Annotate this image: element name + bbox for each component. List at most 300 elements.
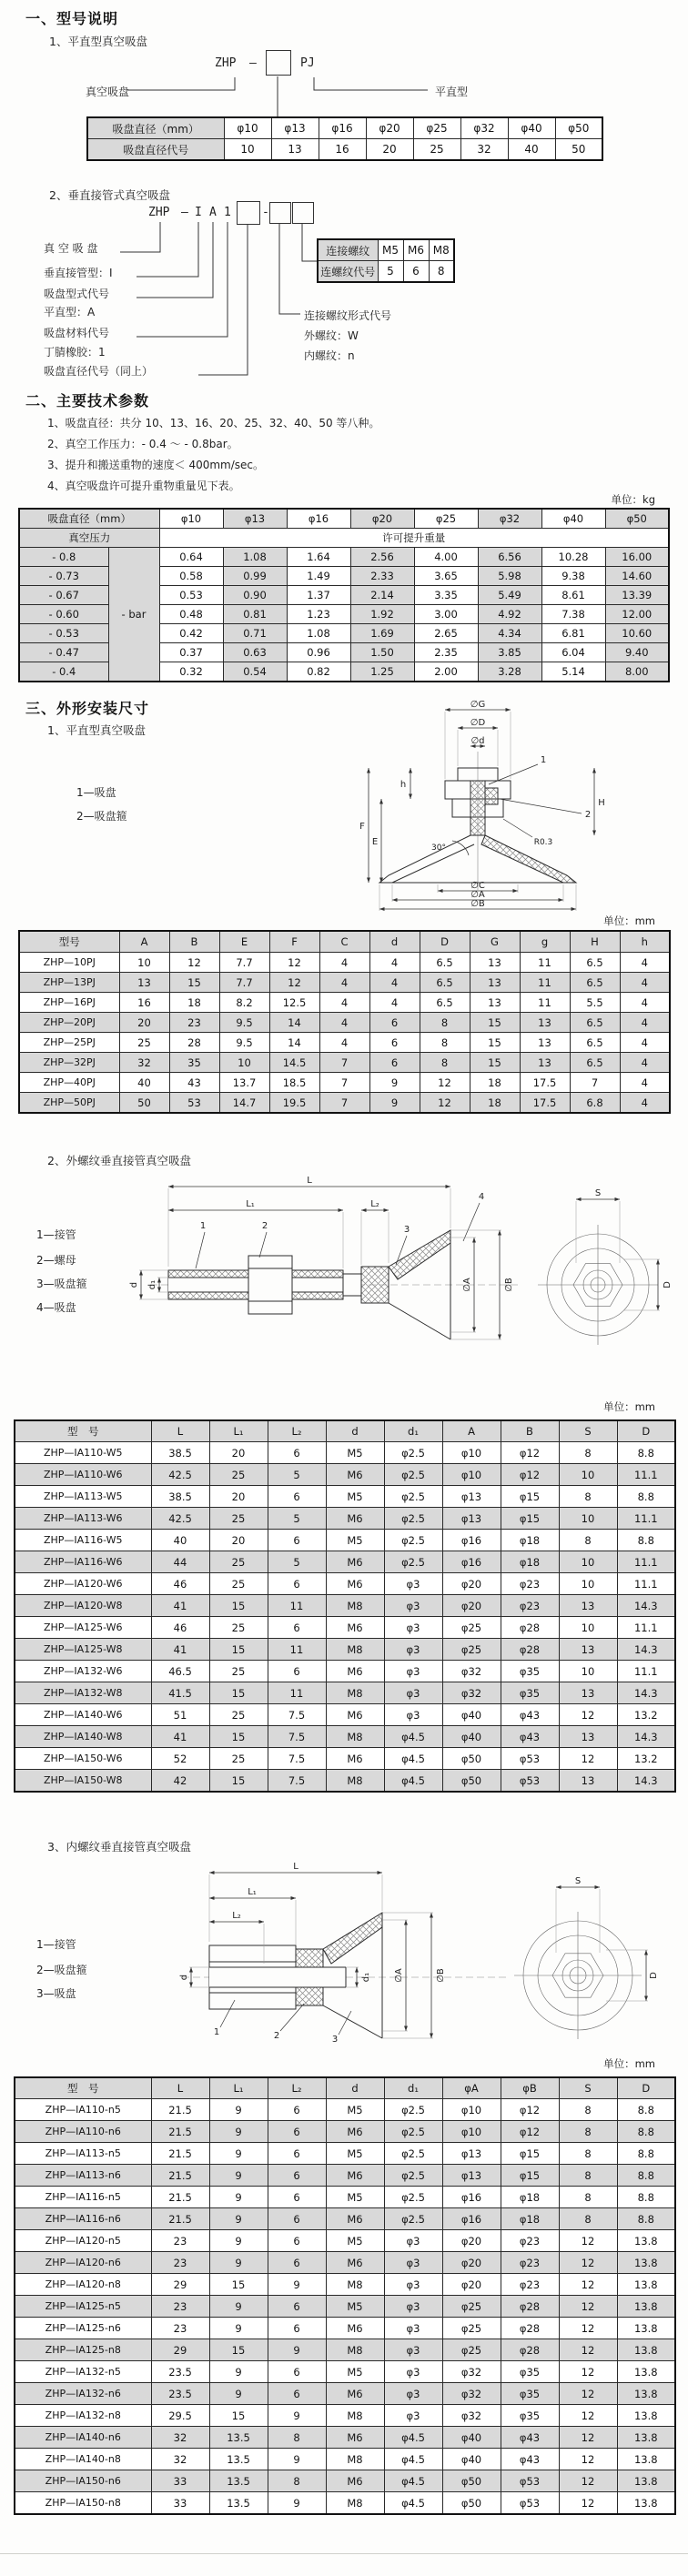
data-cell: φ43 [501,1726,559,1748]
dim-label-D: D [649,1972,659,1979]
dim-label-B: ∅B [470,899,485,909]
row-label-cell: ZHP—10PJ [19,953,119,973]
data-cell: φ23 [501,2274,559,2296]
header-cell: H [570,931,620,953]
data-cell: φ3 [384,2296,442,2318]
table-row [15,2470,675,2492]
data-cell: 3.28 [478,662,541,682]
row-label-cell: ZHP—IA120-W6 [15,1573,151,1595]
data-cell: φ3 [384,1704,442,1726]
row-label-cell: ZHP—IA120-W8 [15,1595,151,1617]
data-cell: 14.3 [617,1595,675,1617]
data-cell: 12 [559,2230,617,2252]
section1-sub2-label: 2、垂直接管式真空吸盘 [49,188,170,202]
data-cell: 11 [268,1639,326,1661]
data-cell: 6 [268,1661,326,1682]
data-cell: 9 [268,2449,326,2470]
data-cell: 12 [269,973,319,993]
data-cell: 40 [151,1530,209,1551]
data-cell: 1.49 [287,567,350,586]
data-cell: M8 [326,1639,384,1661]
data-cell: M8 [326,1726,384,1748]
data-cell: 12 [559,2296,617,2318]
data-cell: φ4.5 [384,2449,442,2470]
row-label-cell: 吸盘直径代号 [87,139,224,161]
data-cell: 25 [209,1508,268,1530]
row-label-cell: - 0.4 [19,662,108,682]
data-cell: 41 [151,1726,209,1748]
data-cell: 15 [209,1639,268,1661]
data-cell: 13 [520,1033,570,1053]
data-cell: φ35 [501,2405,559,2427]
code2-item-form-code: 吸盘型式代号 [44,288,110,300]
data-cell: 13.8 [617,2383,675,2405]
data-cell: 18 [169,993,219,1013]
section3-sub3-label: 3、内螺纹垂直接管真空吸盘 [47,1840,191,1854]
header-cell: d [326,2077,384,2099]
header-cell: A [119,931,169,953]
data-cell: 6 [268,2296,326,2318]
data-cell: φ35 [501,1682,559,1704]
data-cell: 13.8 [617,2449,675,2470]
data-cell: 13 [559,1639,617,1661]
data-cell: 10 [559,1508,617,1530]
flat-part-1: 1—吸盘 [76,786,116,799]
data-cell: 13.39 [605,586,669,605]
data-cell: 10.28 [541,548,605,567]
data-cell: 12 [269,953,319,973]
part-callout-1: 1 [213,2027,220,2037]
data-cell: 40 [508,139,555,161]
data-cell: 3.00 [414,605,478,624]
data-cell: M8 [326,1682,384,1704]
row-label-cell: ZHP—IA116-n5 [15,2187,151,2208]
data-cell: 44 [151,1551,209,1573]
row-label-cell: ZHP—IA116-W5 [15,1530,151,1551]
table-row [19,993,670,1013]
int-part-3: 3—吸盘 [36,1987,76,2000]
data-cell: 0.58 [159,567,223,586]
data-cell: M6 [326,1704,384,1726]
row-label-cell: ZHP—25PJ [19,1033,119,1053]
table-row [15,2492,675,2515]
header-cell: φB [501,2077,559,2099]
row-label-cell: ZHP—IA132-n6 [15,2383,151,2405]
data-cell: φ25 [442,2296,501,2318]
row-label-cell: ZHP—IA120-n8 [15,2274,151,2296]
code1-dash: — [249,56,257,70]
data-cell: 6 [268,1442,326,1464]
table-row [15,2449,675,2470]
thread-code-table [317,238,455,283]
data-cell: φ50 [555,117,602,139]
data-cell: 13.8 [617,2318,675,2339]
data-cell: φ2.5 [384,2121,442,2143]
data-cell: 20 [209,1442,268,1464]
data-cell: 21.5 [151,2121,209,2143]
ext-part-4: 4—吸盘 [36,1301,76,1314]
data-cell: 13.8 [617,2427,675,2449]
data-cell: 0.53 [159,586,223,605]
lift-capacity-table [18,508,670,682]
header-cell: d [369,931,420,953]
row-label-cell: ZHP—IA140-n8 [15,2449,151,2470]
data-cell: φ10 [442,2099,501,2121]
data-cell: M8 [326,1770,384,1793]
data-cell: 4 [319,953,369,973]
data-cell: 15 [209,1770,268,1793]
data-cell: 9 [209,2143,268,2165]
data-cell: 42 [151,1770,209,1793]
data-cell: φ10 [224,117,271,139]
table-row [15,2318,675,2339]
data-cell: 7.5 [268,1704,326,1726]
data-cell: 1.23 [287,605,350,624]
dim-label-r: R0.3 [533,838,553,847]
header-cell: G [470,931,520,953]
data-cell: 6 [268,2208,326,2230]
row-label-cell: ZHP—16PJ [19,993,119,1013]
data-cell: φ13 [442,1486,501,1508]
data-cell: φ3 [384,1617,442,1639]
table-row [15,1486,675,1508]
dim-label-d: d [129,1281,139,1288]
data-cell: φ2.5 [384,1464,442,1486]
data-cell: M6 [326,2318,384,2339]
data-cell: 12.00 [605,605,669,624]
data-cell: 9 [209,2361,268,2383]
row-label-cell: ZHP—40PJ [19,1073,119,1093]
data-cell: 6 [369,1053,420,1073]
row-label-cell: ZHP—IA120-n6 [15,2252,151,2274]
row-label-cell: ZHP—IA125-W6 [15,1617,151,1639]
code2-internal-thread-label: 内螺纹：n [304,349,355,362]
row-label-cell: ZHP—13PJ [19,973,119,993]
data-cell: 38.5 [151,1486,209,1508]
header-cell: φ32 [478,509,541,529]
data-cell: 8 [559,2099,617,2121]
data-cell: φ35 [501,1661,559,1682]
data-cell: 6 [268,1573,326,1595]
row-label-cell: ZHP—IA110-W5 [15,1442,151,1464]
table-row [15,2405,675,2427]
bar-unit-cell: - bar [108,548,159,682]
dim-label-angle: 30° [431,844,446,853]
data-cell: 41 [151,1639,209,1661]
data-cell: φ15 [501,1508,559,1530]
data-cell: φ12 [501,2121,559,2143]
row-label-cell: ZHP—IA150-n6 [15,2470,151,2492]
data-cell: 12.5 [269,993,319,1013]
data-cell: 11 [268,1682,326,1704]
data-cell: 7 [319,1073,369,1093]
external-thread-drawing [114,1172,673,1359]
data-cell: 16 [119,993,169,1013]
data-cell: 6.5 [570,1013,620,1033]
data-cell: 10 [559,1573,617,1595]
part-callout-2: 2 [273,2031,280,2041]
data-cell: 7 [570,1073,620,1093]
data-cell: φ25 [442,1617,501,1639]
data-cell: 5.49 [478,586,541,605]
table-row [15,2296,675,2318]
data-cell: 25 [209,1661,268,1682]
header-cell: B [169,931,219,953]
dim-label-D: ∅D [470,718,486,728]
data-cell: 46.5 [151,1661,209,1682]
data-cell: M6 [326,1573,384,1595]
data-cell: 46 [151,1617,209,1639]
header-cell: φ16 [287,509,350,529]
data-cell: 9.5 [219,1013,269,1033]
data-cell: 12 [559,2427,617,2449]
data-cell: 7 [319,1053,369,1073]
data-cell: 4.00 [414,548,478,567]
data-cell: φ13 [442,1508,501,1530]
dim-label-H: H [598,798,605,808]
data-cell: 15 [209,1595,268,1617]
data-cell: φ10 [442,1442,501,1464]
code2-item-material-code: 吸盘材料代号 [44,327,110,339]
row-label-cell: - 0.47 [19,643,108,662]
data-cell: 0.99 [223,567,287,586]
header-cell: 型号 [19,931,119,953]
ext-part-3: 3—吸盘箍 [36,1278,87,1290]
data-cell: φ23 [501,2252,559,2274]
data-cell: φ13 [442,2143,501,2165]
data-cell: 8 [559,2208,617,2230]
data-cell: 53 [169,1093,219,1114]
data-cell: M6 [326,2208,384,2230]
data-cell: M6 [326,1748,384,1770]
dim-label-G: ∅G [470,700,486,710]
data-cell: 4 [319,993,369,1013]
data-cell: 9 [369,1093,420,1114]
data-cell: 3.35 [414,586,478,605]
data-cell: 18.5 [269,1073,319,1093]
data-cell: 41 [151,1595,209,1617]
data-cell: 6 [268,2165,326,2187]
data-cell: 6 [268,2383,326,2405]
data-cell: 10 [559,1464,617,1486]
data-cell: 21.5 [151,2099,209,2121]
header-cell: D [617,1420,675,1442]
data-cell: φ2.5 [384,1551,442,1573]
data-cell: 23.5 [151,2361,209,2383]
data-cell: 8.8 [617,2099,675,2121]
data-cell: 13.8 [617,2296,675,2318]
table-row [15,1726,675,1748]
dim-label-D: D [663,1281,673,1288]
table-row [19,953,670,973]
data-cell: 8 [559,2121,617,2143]
table-row [87,139,602,161]
data-cell: 10.60 [605,624,669,643]
data-cell: φ3 [384,2274,442,2296]
data-cell: M6 [326,2121,384,2143]
data-cell: 8 [420,1053,470,1073]
table-row [15,1530,675,1551]
data-cell: 23 [151,2252,209,2274]
dim-label-L: L [307,1176,312,1186]
row-label-cell: ZHP—IA150-W6 [15,1748,151,1770]
data-cell: 18 [470,1073,520,1093]
data-cell: 9 [209,2208,268,2230]
row-label-cell: - 0.60 [19,605,108,624]
data-cell: 1.25 [350,662,414,682]
header-cell: F [269,931,319,953]
data-cell: 12 [420,1093,470,1114]
data-cell: 8.8 [617,1486,675,1508]
dim-label-L1: L₁ [246,1199,255,1209]
data-cell: 6 [369,1013,420,1033]
data-cell: 9 [268,2405,326,2427]
data-cell: 29 [151,2339,209,2361]
table-row [15,1617,675,1639]
data-cell: φ32 [442,2405,501,2427]
external-thread-dimension-table [14,1419,676,1793]
data-cell: 8.8 [617,2165,675,2187]
data-cell: φ15 [501,2165,559,2187]
data-cell: 10 [219,1053,269,1073]
row-label-cell: ZHP—IA110-n5 [15,2099,151,2121]
data-cell: φ3 [384,2361,442,2383]
data-cell: 10 [119,953,169,973]
data-cell: φ3 [384,2339,442,2361]
data-cell: φ23 [501,1595,559,1617]
data-cell: 13.8 [617,2470,675,2492]
row-label-cell: ZHP—IA125-n6 [15,2318,151,2339]
data-cell: 4 [620,1013,670,1033]
table-row [19,548,669,567]
data-cell: M6 [403,239,429,261]
code2-item-nbr: 丁腈橡胶：1 [44,346,106,359]
data-cell: 8.8 [617,2187,675,2208]
data-cell: 9 [209,2187,268,2208]
data-cell: φ18 [501,1530,559,1551]
header-cell: E [219,931,269,953]
table-row [15,1464,675,1486]
data-cell: 25 [209,1617,268,1639]
data-cell: 6.56 [478,548,541,567]
data-cell: φ25 [442,1639,501,1661]
data-cell: φ53 [501,1748,559,1770]
dim-label-F: F [359,822,365,832]
part-callout-1: 1 [540,755,547,765]
data-cell: 2.00 [414,662,478,682]
data-cell: φ50 [442,1770,501,1793]
dim-label-C: ∅C [470,881,485,891]
data-cell: 33 [151,2470,209,2492]
data-cell: 13 [520,1053,570,1073]
data-cell: 5.5 [570,993,620,1013]
flat-part-2: 2—吸盘箍 [76,810,127,823]
data-cell: φ12 [501,1442,559,1464]
dim-label-L2: L₂ [370,1199,379,1209]
part-callout-1: 1 [199,1221,207,1231]
data-cell: M8 [429,239,454,261]
data-cell: 5 [378,261,403,283]
data-cell: 6 [268,2230,326,2252]
data-cell: 13 [470,993,520,1013]
data-cell: 14.5 [269,1053,319,1073]
data-cell: φ2.5 [384,1442,442,1464]
data-cell: 6 [268,1530,326,1551]
data-cell: 46 [151,1573,209,1595]
data-cell: φ13 [271,117,319,139]
data-cell: 6 [268,1617,326,1639]
code2-thread-size-box [292,202,314,224]
data-cell: 21.5 [151,2143,209,2165]
row-label-cell: ZHP—IA132-W8 [15,1682,151,1704]
dim-label-d1: d₁ [147,1279,157,1290]
section1-sub1-label: 1、平直型真空吸盘 [49,35,147,48]
data-cell: φ32 [442,2383,501,2405]
data-cell: φ28 [501,1639,559,1661]
header-cell: D [420,931,470,953]
data-cell: φ3 [384,1639,442,1661]
data-cell: 17.5 [520,1093,570,1114]
data-cell: 15 [470,1033,520,1053]
span-cell: 许可提升重量 [159,529,669,548]
data-cell: 6 [268,2143,326,2165]
data-cell: 4 [620,1033,670,1053]
data-cell: 9 [268,2492,326,2515]
data-cell: φ3 [384,2405,442,2427]
data-cell: 21.5 [151,2187,209,2208]
data-cell: 4 [369,993,420,1013]
data-cell: 4 [369,953,420,973]
data-cell: 13.8 [617,2274,675,2296]
data-cell: 12 [559,2449,617,2470]
data-cell: φ20 [366,117,413,139]
data-cell: φ20 [442,2274,501,2296]
data-cell: φ12 [501,1464,559,1486]
header-cell: 型 号 [15,1420,151,1442]
code2-item-vertical-type: 垂直接管型：I [44,267,113,279]
data-cell: 0.32 [159,662,223,682]
data-cell: 29 [151,2274,209,2296]
data-cell: φ3 [384,1682,442,1704]
data-cell: 13.7 [219,1073,269,1093]
data-cell: 6 [268,2252,326,2274]
row-label-cell: ZHP—IA125-n8 [15,2339,151,2361]
data-cell: φ2.5 [384,2099,442,2121]
row-label-cell: ZHP—50PJ [19,1093,119,1114]
data-cell: 15 [209,1726,268,1748]
data-cell: 8.2 [219,993,269,1013]
row-label-cell: ZHP—IA140-W6 [15,1704,151,1726]
data-cell: 11.1 [617,1573,675,1595]
dim-label-d: d [179,1974,189,1981]
data-cell: 20 [119,1013,169,1033]
subheader-row [19,529,669,548]
row-label-cell: ZHP—IA110-W6 [15,1464,151,1486]
row-label-cell: ZHP—IA132-W6 [15,1661,151,1682]
data-cell: 9 [209,2121,268,2143]
data-cell: φ35 [501,2383,559,2405]
data-cell: φ50 [442,2492,501,2515]
data-cell: 9 [369,1073,420,1093]
data-cell: 23 [169,1013,219,1033]
data-cell: 5.98 [478,567,541,586]
data-cell: 2.56 [350,548,414,567]
dim-label-S: S [594,1188,602,1198]
data-cell: 1.37 [287,586,350,605]
dim-label-E: E [371,837,379,847]
header-cell: L [151,1420,209,1442]
data-cell: φ15 [501,1486,559,1508]
